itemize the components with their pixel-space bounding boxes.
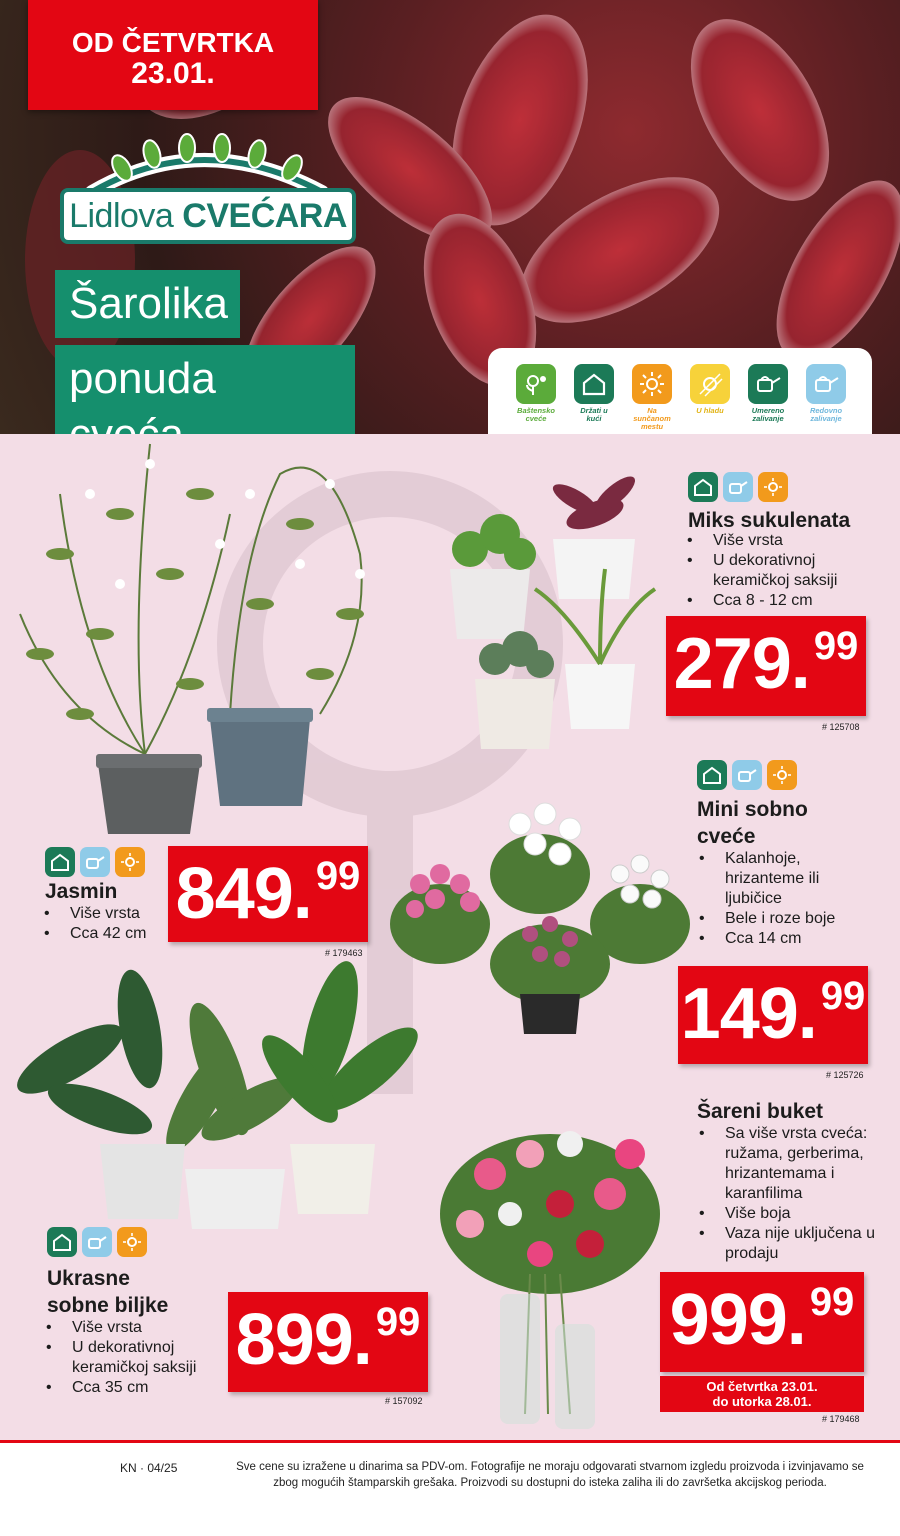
- legend-regular-water: [804, 364, 848, 423]
- hero-banner: [0, 0, 900, 434]
- buket-product-image: [430, 1094, 670, 1434]
- buket-article-code: # 179468: [822, 1414, 860, 1424]
- date-line-2: 23.01.: [131, 57, 215, 90]
- watering-can-icon: [732, 760, 762, 790]
- watering-can-icon: [82, 1227, 112, 1257]
- bullet-item: • Bele i roze boje: [697, 909, 847, 929]
- bullet-item: • Kalanhoje, hrizanteme ili ljubičice: [697, 849, 847, 909]
- sun-icon: [758, 472, 788, 502]
- bullet-item: • Cca 35 cm: [44, 1378, 224, 1398]
- price-decimals: 99: [375, 1300, 421, 1344]
- bullet-item: • Sa više vrsta cveća: ružama, gerberima, hrizantemama i karanfilima: [697, 1124, 877, 1204]
- buket-validity-badge: [660, 1376, 864, 1412]
- buket-price-tag: [660, 1272, 864, 1372]
- headline-line-2: ponuda: [55, 345, 355, 469]
- shade-icon: [690, 364, 730, 404]
- price-integer: 849.: [175, 854, 312, 934]
- legend-caption: Držati u kući: [580, 406, 608, 423]
- price-integer: 149.: [680, 974, 817, 1054]
- logo-text-lidlova: Lidlova: [69, 196, 183, 235]
- watering-can-regular-icon: [806, 364, 846, 404]
- ukrasne-care-icons: [47, 1227, 147, 1257]
- house-icon: [45, 847, 75, 877]
- garden-flower-icon: [516, 364, 556, 404]
- mini-care-icons: [697, 760, 797, 790]
- bullet-item: • Više vrsta: [42, 904, 172, 924]
- date-line-1: OD ČETVRTKA: [71, 27, 275, 58]
- ukrasne-product-name-line-1: Ukrasne: [47, 1267, 130, 1290]
- ukrasne-product-name-line-2: sobne biljke: [47, 1294, 169, 1317]
- watering-can-icon: [80, 847, 110, 877]
- house-icon: [574, 364, 614, 404]
- legend-sunny: [630, 364, 674, 431]
- mini-article-code: # 125726: [826, 1070, 864, 1080]
- headline-line-1: Šarolika: [55, 270, 240, 338]
- legend-caption: U hladu: [696, 406, 724, 415]
- bullet-item: • U dekorativnoj keramičkoj saksiji: [44, 1338, 224, 1378]
- buket-product-name: Šareni buket: [697, 1100, 824, 1123]
- legal-disclaimer: Sve cene su izražene u dinarima sa PDV-om. Fotografije ne moraju odgovarati stvarnom izgledu proizvoda i izvinjavamo se zbog mogućih štamparskih grešaka. Proizvodi su dostupni do isteka zaliha ili do završetka akcijskog perioda.: [236, 1461, 864, 1489]
- miks-bullet-list: [685, 531, 875, 611]
- ukrasne-bullet-list: [44, 1318, 224, 1398]
- succulents-product-image: [425, 459, 670, 759]
- mini-product-name-line-2: cveće: [697, 825, 756, 848]
- price-integer: 279.: [673, 624, 810, 704]
- bullet-item: • U dekorativnoj keramičkoj saksiji: [685, 551, 875, 591]
- watering-can-moderate-icon: [748, 364, 788, 404]
- watering-can-icon: [723, 472, 753, 502]
- bullet-item: • Vaza nije uključena u prodaju: [697, 1224, 877, 1264]
- price-decimals: 99: [820, 974, 866, 1018]
- legend-shade: [688, 364, 732, 415]
- jasmin-bullet-list: [42, 904, 172, 944]
- price-decimals: 99: [809, 1280, 855, 1324]
- jasmin-care-icons: [45, 847, 145, 877]
- ukrasne-article-code: # 157092: [385, 1396, 423, 1406]
- price-integer: 999.: [669, 1280, 806, 1360]
- care-icons-legend: [488, 348, 872, 434]
- sun-icon: [632, 364, 672, 404]
- legend-caption: Umereno zalivanje: [751, 406, 785, 423]
- jasmin-price-tag: [168, 846, 368, 942]
- price-decimals: 99: [315, 854, 361, 898]
- ukrasne-product-image: [0, 969, 430, 1239]
- lidlova-cvecara-logo: [52, 138, 362, 250]
- footer: [0, 1440, 900, 1536]
- miks-article-code: # 125708: [822, 722, 860, 732]
- date-badge: [28, 0, 318, 110]
- sun-icon: [767, 760, 797, 790]
- miks-product-name: Miks sukulenata: [688, 509, 851, 532]
- bullet-item: • Cca 14 cm: [697, 929, 847, 949]
- bullet-item: • Više vrsta: [685, 531, 875, 551]
- house-icon: [697, 760, 727, 790]
- bullet-item: • Cca 42 cm: [42, 924, 172, 944]
- mini-bullet-list: [697, 849, 847, 949]
- sun-icon: [115, 847, 145, 877]
- logo-wordmark: [60, 188, 356, 244]
- legend-caption: Na sunčanom mestu: [633, 406, 671, 431]
- price-decimals: 99: [813, 624, 859, 668]
- legend-indoor: [572, 364, 616, 423]
- legend-garden: [514, 364, 558, 423]
- miks-price-tag: [666, 616, 866, 716]
- legend-moderate-water: [746, 364, 790, 423]
- logo-text-cvecara: CVEĆARA: [182, 196, 347, 235]
- bullet-item: • Cca 8 - 12 cm: [685, 591, 875, 611]
- price-integer: 899.: [235, 1300, 372, 1380]
- jasmin-product-image: [0, 434, 430, 844]
- bullet-item: • Više vrsta: [44, 1318, 224, 1338]
- house-icon: [688, 472, 718, 502]
- legend-caption: Baštensko cveće: [517, 406, 555, 423]
- mini-product-name-line-1: Mini sobno: [697, 798, 808, 821]
- legend-caption: Redovno zalivanje: [809, 406, 843, 423]
- product-section: [0, 434, 900, 1440]
- miks-care-icons: [688, 472, 788, 502]
- jasmin-article-code: # 179463: [325, 948, 363, 958]
- mini-price-tag: [678, 966, 868, 1064]
- ukrasne-price-tag: [228, 1292, 428, 1392]
- catalog-code: KN · 04/25: [120, 1461, 178, 1475]
- bullet-item: • Više boja: [697, 1204, 877, 1224]
- validity-line-1: Od četvrtka 23.01.: [706, 1379, 818, 1394]
- house-icon: [47, 1227, 77, 1257]
- jasmin-product-name: Jasmin: [45, 880, 118, 903]
- sun-icon: [117, 1227, 147, 1257]
- validity-line-2: do utorka 28.01.: [712, 1394, 812, 1409]
- buket-bullet-list: [697, 1124, 877, 1264]
